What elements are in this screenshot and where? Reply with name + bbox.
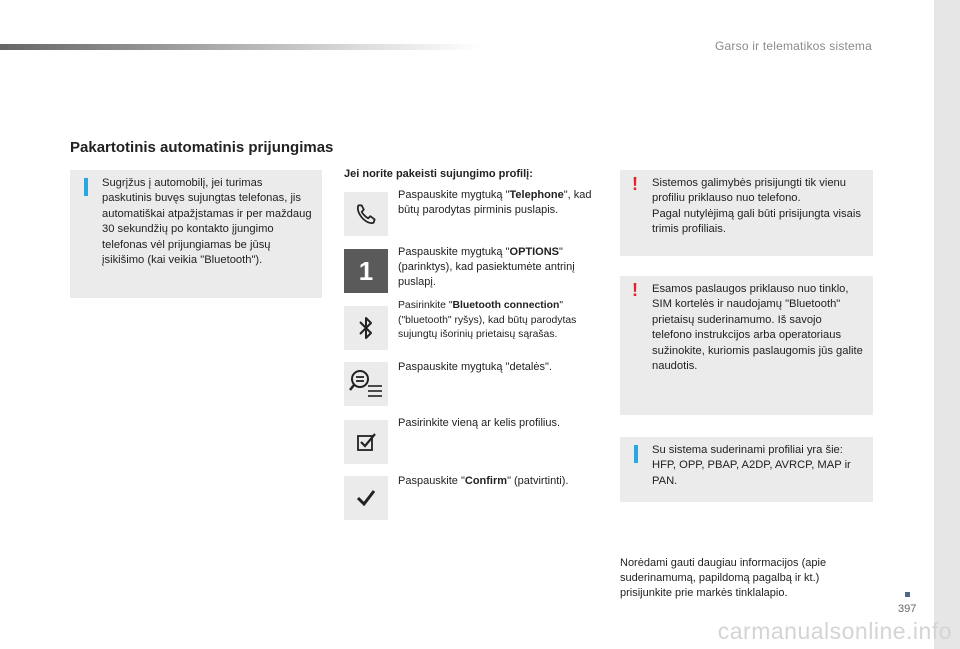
page-marker: [905, 592, 910, 597]
warning-box-1-text: Sistemos galimybės prisijungti tik vienu profiliu priklauso nuo telefono. Pagal nutylėjimą gali būti prisijungta visais trimis profiliais.: [652, 177, 861, 236]
side-strip: [934, 0, 960, 649]
info-box-right: [620, 437, 873, 502]
phone-icon: [344, 192, 388, 236]
step-options: Paspauskite mygtuką "OPTIONS" (parinktys), kad pasiektumėte antrinį puslapį.: [398, 246, 575, 289]
watermark: carmanualsonline.info: [717, 618, 952, 644]
info-box-left: [70, 170, 322, 298]
number-one-glyph: 1: [358, 255, 374, 286]
warning-icon: !: [632, 280, 638, 300]
steps-subheading: Jei norite pakeisti sujungimo profilį:: [344, 168, 533, 180]
section-title: Pakartotinis automatinis prijungimas: [70, 139, 334, 156]
info-marker-icon: [84, 178, 88, 196]
number-one-icon: [344, 249, 388, 293]
footer-note: Norėdami gauti daugiau informacijos (apie suderinamumą, papildomą pagalbą ir kt.) prisijunkite prie markės tinklalapio.: [620, 557, 827, 600]
info-marker-icon: [634, 445, 638, 463]
warning-icon: !: [632, 174, 638, 194]
step-confirm: Paspauskite "Confirm" (patvirtinti).: [398, 475, 569, 487]
info-box-left-text: Sugrįžus į automobilį, jei turimas paskutinis buvęs sujungtas telefonas, jis automatiškai atpažįstamas ir per maždaug 30 sekundžių po kontakto įjungimo telefonas vėl prijungiamas be jūsų įsikišimo (kai veikia "Bluetooth").: [102, 177, 312, 267]
checkbox-icon: [344, 420, 388, 464]
step-bluetooth-connection: Pasirinkite "Bluetooth connection" ("bluetooth" ryšys), kad būtų parodytas sujungtų išorinių prietaisų sąrašas.: [398, 300, 577, 340]
info-box-right-text: Su sistema suderinami profiliai yra šie: HFP, OPP, PBAP, A2DP, AVRCP, MAP ir PAN.: [652, 444, 851, 487]
search-details-icon: [344, 362, 388, 406]
step-details: Paspauskite mygtuką "detalės".: [398, 361, 552, 373]
checkmark-icon: [344, 476, 388, 520]
step-select-profiles: Pasirinkite vieną ar kelis profilius.: [398, 417, 561, 429]
bluetooth-icon: [344, 306, 388, 350]
warning-box-2-text: Esamos paslaugos priklauso nuo tinklo, SIM kortelės ir naudojamų "Bluetooth" prietaisų suderinamumo. Iš savojo telefono instrukcijos arba operatoriaus sužinokite, kuriomis paslaugomis jūs galite naudotis.: [652, 283, 863, 373]
warning-box-2: [620, 276, 873, 415]
header-gradient-bar: [0, 44, 480, 50]
page-number: 397: [898, 603, 917, 615]
header-title: Garso ir telematikos sistema: [715, 39, 872, 53]
step-telephone: Paspauskite mygtuką "Telephone", kad būtų parodytas pirminis puslapis.: [398, 189, 592, 217]
warning-box-1: [620, 170, 873, 256]
